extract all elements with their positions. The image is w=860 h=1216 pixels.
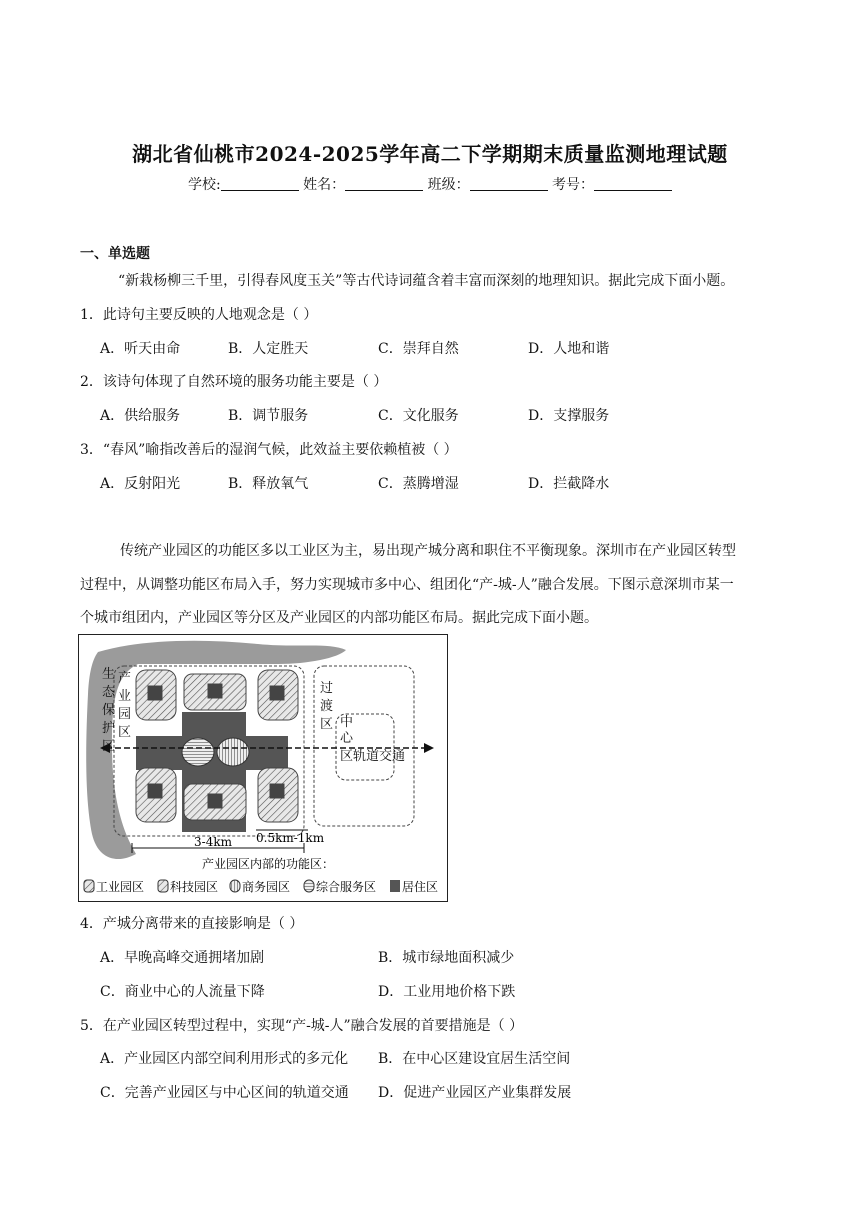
question-5-stem: 5．在产业园区转型过程中，实现“产-城-人”融合发展的首要措施是（ ）: [80, 1018, 524, 1034]
school-label: 学校:: [187, 177, 221, 193]
q1-option-b: B．人定胜天: [228, 341, 309, 357]
q2-option-d: D．支撑服务: [528, 408, 610, 424]
q2-option-a: A．供给服务: [100, 408, 181, 424]
q2-option-b: B．调节服务: [228, 408, 309, 424]
school-blank: [221, 176, 299, 191]
legend-residential: 居住区: [402, 880, 439, 894]
eco-zone-label-5: 区: [102, 739, 116, 754]
passage-2-line-1: 传统产业园区的功能区多以工业区为主，易出现产城分离和职住不平衡现象。深圳市在产业园区转型: [120, 543, 736, 559]
name-label: 姓名：: [303, 177, 346, 193]
passage-2-line-2: 过程中，从调整功能区布局入手，努力实现城市多中心、组团化“产-城-人”融合发展。下图示意深圳市某一: [80, 577, 734, 593]
eco-zone-label-1: 生: [102, 667, 116, 682]
passage-2-line-3: 个城市组团内，产业园区等分区及产业园区的内部功能区布局。据此完成下面小题。: [80, 610, 598, 626]
student-info-line: [0, 174, 860, 194]
name-blank: [345, 176, 423, 191]
question-4-stem: 4．产城分离带来的直接影响是（ ）: [80, 916, 304, 932]
q3-option-b: B．释放氧气: [228, 476, 309, 492]
q5-option-a: A．产业园区内部空间利用形式的多元化: [100, 1051, 349, 1067]
eco-zone-label-2: 态: [102, 685, 116, 700]
park-zone-label-2: 业: [118, 689, 132, 704]
center-label-2: 心: [340, 731, 354, 746]
q1-option-a: A．听天由命: [100, 341, 181, 357]
legend-service-swatch: [304, 880, 314, 892]
eco-zone-label-3: 保: [102, 703, 116, 718]
transition-label-3: 区: [320, 717, 334, 732]
center-rail-label: 区轨道交通: [340, 749, 406, 764]
business-park: [217, 738, 249, 766]
legend-tech: 科技园区: [170, 880, 219, 894]
page-title: 湖北省仙桃市2024-2025学年高二下学期期末质量监测地理试题: [132, 142, 728, 166]
q5-option-b: B．在中心区建设宜居生活空间: [378, 1051, 571, 1067]
park-zone-label-4: 区: [118, 725, 132, 740]
q2-option-c: C．文化服务: [378, 408, 459, 424]
legend-residential-swatch: [390, 880, 400, 892]
legend-business: 商务园区: [242, 880, 291, 894]
legend-business-swatch: [230, 880, 240, 892]
scale-label-1: 3-4km: [194, 835, 232, 849]
service-area: [182, 738, 214, 766]
class-label: 班级：: [427, 177, 470, 193]
park-zone-label-3: 园: [118, 707, 132, 722]
transition-label-2: 渡: [320, 699, 334, 714]
map-figure: [78, 634, 448, 902]
number-blank: [594, 176, 672, 191]
eco-zone-label-4: 护: [102, 721, 116, 736]
legend-industrial-swatch: [84, 880, 94, 892]
map-figure-svg: [78, 634, 448, 902]
class-blank: [470, 176, 548, 191]
q4-option-c: C．商业中心的人流量下降: [100, 984, 265, 1000]
legend-tech-swatch: [158, 880, 168, 892]
legend-title: 产业园区内部的功能区：: [202, 857, 335, 871]
legend-service: 综合服务区: [316, 880, 377, 894]
passage-1: “新栽杨柳三千里，引得春风度玉关”等古代诗词蕴含着丰富而深刻的地理知识。据此完成下面小题。: [118, 273, 735, 289]
q3-option-c: C．蒸腾增湿: [378, 476, 459, 492]
q5-option-d: D．促进产业园区产业集群发展: [378, 1085, 572, 1101]
q1-option-c: C．崇拜自然: [378, 341, 459, 357]
center-label-1: 中: [340, 715, 354, 730]
legend-industrial: 工业园区: [96, 880, 145, 894]
q4-option-b: B．城市绿地面积减少: [378, 950, 515, 966]
scale-label-2: 0.5km-1km: [256, 831, 325, 845]
transition-label-1: 过: [320, 681, 334, 696]
park-zone-label-1: 产: [118, 671, 132, 686]
q1-option-d: D．人地和谐: [528, 341, 610, 357]
q4-option-a: A．早晚高峰交通拥堵加剧: [100, 950, 265, 966]
q3-option-d: D．拦截降水: [528, 476, 610, 492]
q5-option-c: C．完善产业园区与中心区间的轨道交通: [100, 1085, 349, 1101]
q4-option-d: D．工业用地价格下跌: [378, 984, 516, 1000]
q3-option-a: A．反射阳光: [100, 476, 181, 492]
section-heading: 一、单选题: [80, 246, 150, 262]
question-1-stem: 1．此诗句主要反映的人地观念是（ ）: [80, 307, 318, 323]
number-label: 考号：: [552, 177, 595, 193]
question-2-stem: 2．该诗句体现了自然环境的服务功能主要是（ ）: [80, 374, 388, 390]
question-3-stem: 3．“春风”喻指改善后的湿润气候，此效益主要依赖植被（ ）: [80, 442, 458, 458]
